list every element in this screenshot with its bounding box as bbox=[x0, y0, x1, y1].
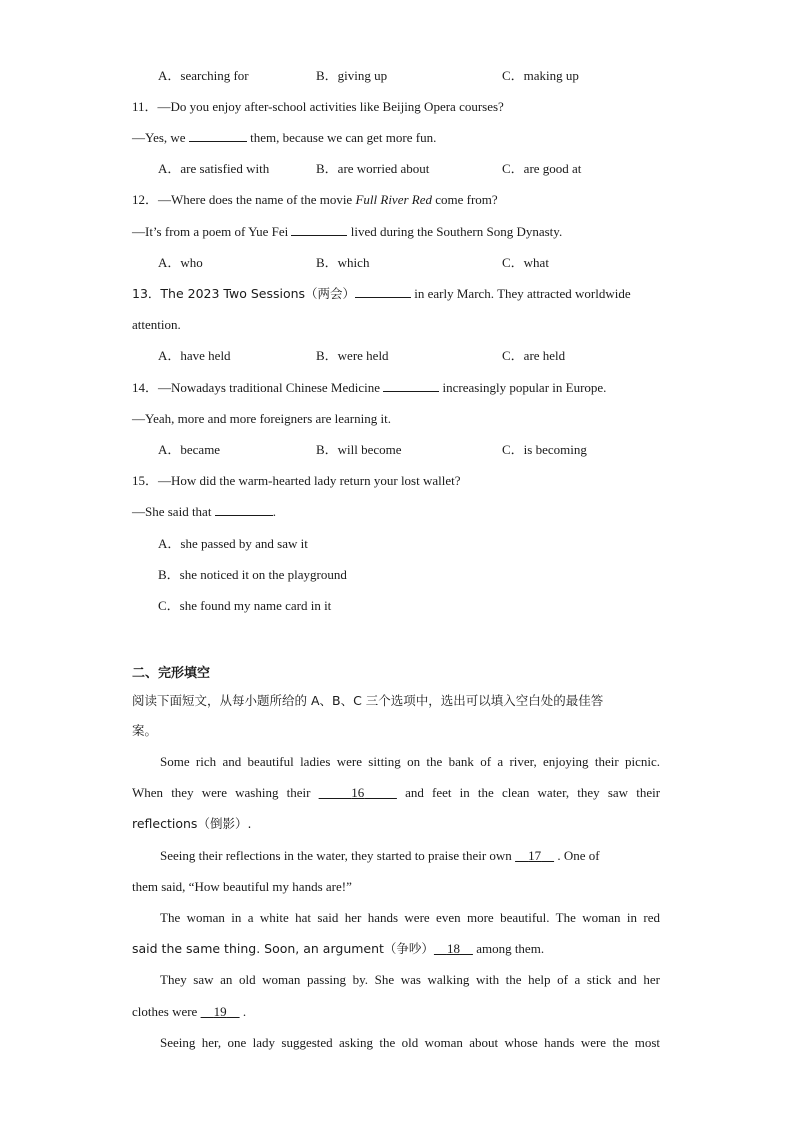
q13-option-a: A．have held bbox=[158, 348, 231, 363]
q13-stem-continued: attention. bbox=[132, 317, 181, 332]
q14-stem-start: 14．—Nowadays traditional Chinese Medicine bbox=[132, 380, 384, 395]
passage-text: . bbox=[239, 1004, 247, 1019]
passage-line: The woman in a white hat said her hands were even more beautiful. The woman in red bbox=[160, 910, 660, 925]
q11-reply-end: them, because we can get more fun. bbox=[246, 130, 437, 145]
answer-blank bbox=[189, 129, 247, 142]
q14-stem bbox=[132, 379, 606, 397]
answer-blank bbox=[291, 223, 347, 236]
blank-16 bbox=[319, 785, 397, 800]
passage-line bbox=[132, 1003, 246, 1021]
answer-blank bbox=[215, 503, 273, 516]
q11-reply-start: —Yes, we bbox=[132, 130, 189, 145]
blank-number: 19 bbox=[213, 1004, 227, 1019]
q12-option-b: B．which bbox=[316, 255, 370, 270]
q13-option-c: C．are held bbox=[502, 348, 566, 363]
q10-option-b: B．giving up bbox=[316, 68, 388, 83]
q14-option-c: C．is becoming bbox=[502, 442, 587, 457]
q14-reply: —Yeah, more and more foreigners are learning it. bbox=[132, 411, 391, 426]
q15-option-b: B．she noticed it on the playground bbox=[158, 567, 347, 582]
q11-option-a: A．are satisfied with bbox=[158, 161, 270, 176]
passage-line bbox=[132, 940, 544, 958]
q11-reply bbox=[132, 129, 436, 147]
q14-option-a: A．became bbox=[158, 442, 221, 457]
passage-text: among them. bbox=[472, 941, 545, 956]
blank-19 bbox=[201, 1004, 240, 1019]
q11-stem: 11．—Do you enjoy after-school activities like Beijing Opera courses? bbox=[132, 99, 504, 114]
passage-line: Seeing her, one lady suggested asking the old woman about whose hands were the most bbox=[160, 1035, 660, 1050]
passage-line bbox=[132, 815, 251, 833]
q12-stem-end: come from? bbox=[432, 192, 498, 207]
q13-stem bbox=[132, 285, 631, 303]
q15-reply bbox=[132, 503, 276, 521]
passage-line: They saw an old woman passing by. She was walking with the help of a stick and her bbox=[160, 972, 660, 987]
blank-18 bbox=[434, 941, 473, 956]
passage-text: reflections（倒影）. bbox=[132, 816, 252, 831]
answer-blank bbox=[383, 379, 439, 392]
section-instructions-continued: 案。 bbox=[132, 723, 158, 738]
q14-option-b: B．will become bbox=[316, 442, 402, 457]
blank-number: 17 bbox=[528, 848, 542, 863]
passage-text: Seeing their reflections in the water, they started to praise their own bbox=[160, 848, 516, 863]
q13-option-b: B．were held bbox=[316, 348, 389, 363]
q12-option-a: A．who bbox=[158, 255, 203, 270]
section-heading: 二、完形填空 bbox=[132, 666, 211, 681]
q12-reply-end: lived during the Southern Song Dynasty. bbox=[347, 224, 563, 239]
blank-17 bbox=[515, 848, 554, 863]
q15-option-c: C．she found my name card in it bbox=[158, 598, 332, 613]
section-instructions: 阅读下面短文，从每小题所给的 A、B、C 三个选项中，选出可以填入空白处的最佳答 bbox=[132, 693, 604, 708]
q12-reply bbox=[132, 223, 562, 241]
q11-option-b: B．are worried about bbox=[316, 161, 430, 176]
passage-line bbox=[132, 784, 660, 802]
q12-option-c: C．what bbox=[502, 255, 549, 270]
blank-number: 16 bbox=[351, 785, 365, 800]
q10-option-c: C．making up bbox=[502, 68, 579, 83]
passage-line: them said, “How beautiful my hands are!” bbox=[132, 879, 352, 894]
movie-title: Full River Red bbox=[355, 192, 432, 207]
passage-text: When they were washing their bbox=[132, 785, 319, 800]
passage-line: Some rich and beautiful ladies were sitting on the bank of a river, enjoying their picnic. bbox=[160, 754, 660, 769]
q10-option-a: A．searching for bbox=[158, 68, 249, 83]
q14-stem-end: increasingly popular in Europe. bbox=[439, 380, 607, 395]
q12-stem bbox=[132, 191, 498, 209]
passage-text: clothes were bbox=[132, 1004, 201, 1019]
answer-blank bbox=[355, 285, 411, 298]
q15-option-a: A．she passed by and saw it bbox=[158, 536, 308, 551]
q15-stem: 15．—How did the warm-hearted lady return your lost wallet? bbox=[132, 473, 461, 488]
q13-stem-start: 13．The 2023 Two Sessions（两会） bbox=[132, 286, 356, 301]
blank-number: 18 bbox=[446, 941, 460, 956]
passage-text: . One of bbox=[554, 848, 600, 863]
q12-reply-start: —It’s from a poem of Yue Fei bbox=[132, 224, 292, 239]
passage-line bbox=[132, 847, 660, 865]
q12-stem-start: 12．—Where does the name of the movie bbox=[132, 192, 356, 207]
passage-text: and feet in the clean water, they saw their bbox=[405, 785, 661, 800]
passage-text: said the same thing. Soon, an argument（争吵） bbox=[132, 941, 434, 956]
q15-reply-start: —She said that bbox=[132, 504, 215, 519]
q15-reply-end: . bbox=[272, 504, 276, 519]
q13-stem-end: in early March. They attracted worldwide bbox=[411, 286, 631, 301]
q11-option-c: C．are good at bbox=[502, 161, 582, 176]
